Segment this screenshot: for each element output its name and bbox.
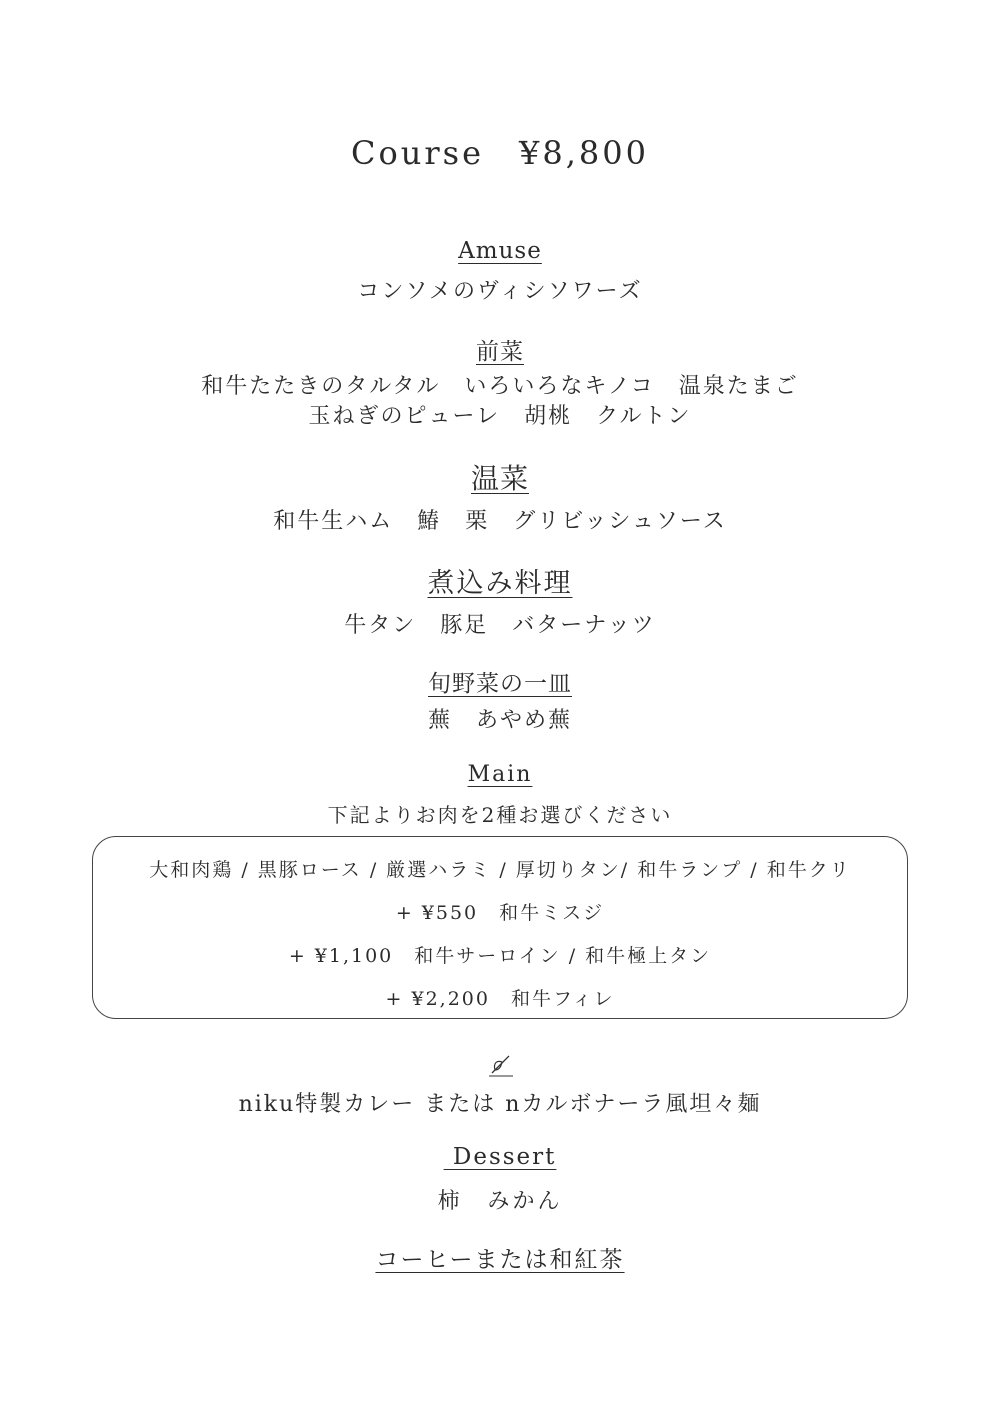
seasonal-vegetable-item: 蕪 あやめ蕪 (427, 708, 572, 733)
nikomi-heading: 煮込み料理 (427, 568, 573, 599)
amuse-heading: Amuse (458, 238, 542, 264)
zensai-item-line-2: 玉ねぎのピューレ 胡桃 クルトン (308, 404, 692, 429)
nikomi-item: 牛タン 豚足 バターナッツ (344, 613, 656, 638)
dessert-item: 柿 みかん (437, 1189, 563, 1214)
zensai-item-line-1: 和牛たたきのタルタル いろいろなキノコ 温泉たまご (201, 374, 799, 399)
amuse-item: コンソメのヴィシソワーズ (357, 279, 643, 304)
meat-option-line: 大和肉鶏 / 黒豚ロース / 厳選ハラミ / 厚切りタン/ 和牛ランプ / 和牛クリ (149, 859, 851, 881)
course-title: Course ¥8,800 (351, 134, 649, 172)
meat-options-box (92, 836, 908, 1019)
meat-option-line: + ¥2,200 和牛フィレ (385, 988, 615, 1010)
onsai-heading: 温菜 (470, 462, 529, 495)
dessert-heading: Dessert (443, 1144, 557, 1170)
main-heading: Main (467, 762, 533, 787)
onsai-item: 和牛生ハム 鰆 栗 グリビッシュソース (273, 509, 727, 534)
shime-item: niku特製カレー または nカルボナーラ風坦々麺 (238, 1092, 762, 1117)
leaf-sketch-icon (487, 1050, 515, 1078)
zensai-heading: 前菜 (476, 339, 524, 365)
main-selection-note: 下記よりお肉を2種お選びください (327, 803, 673, 827)
seasonal-vegetable-heading: 旬野菜の一皿 (428, 671, 572, 697)
meat-option-line: + ¥1,100 和牛サーロイン / 和牛極上タン (288, 945, 712, 967)
meat-option-line: + ¥550 和牛ミスジ (395, 902, 605, 924)
drink-heading: コーヒーまたは和紅茶 (375, 1247, 625, 1273)
